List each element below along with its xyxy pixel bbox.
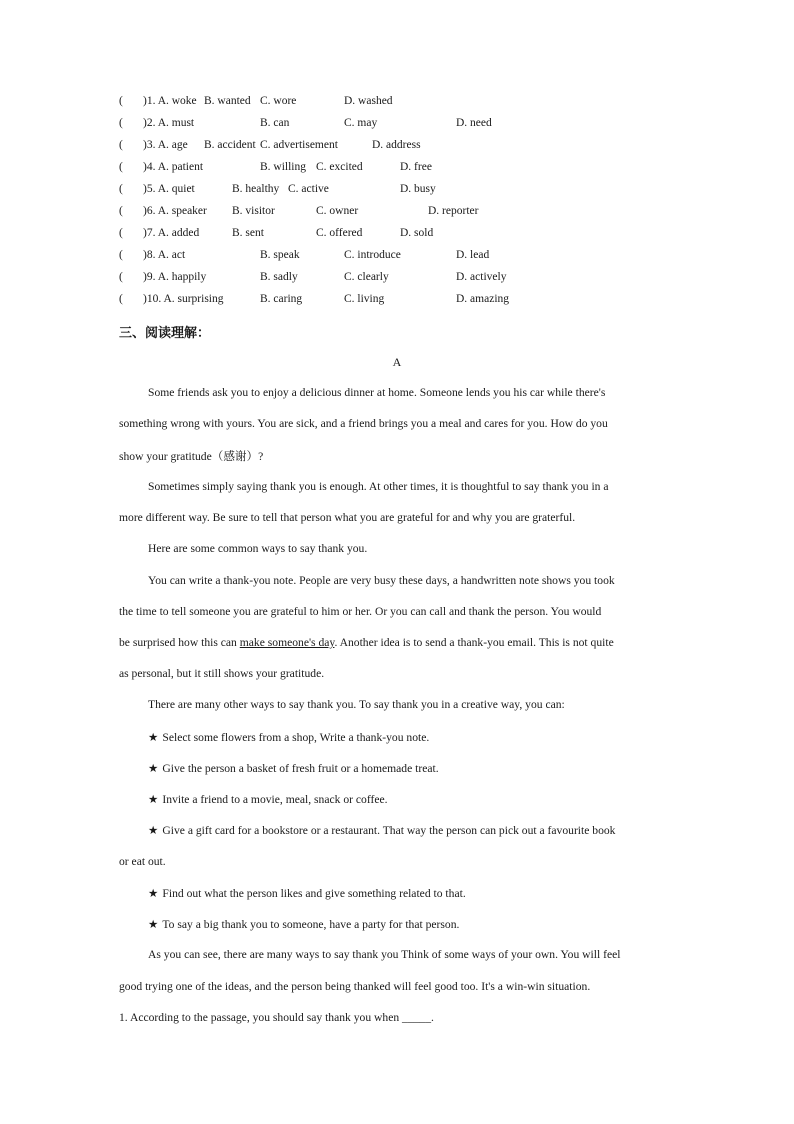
answer-paren: (: [119, 183, 123, 195]
option-d: D. busy: [400, 183, 436, 195]
option-c: C. wore: [260, 95, 297, 107]
question-number-option-a: )4. A. patient: [143, 161, 204, 173]
question-number-option-a: )7. A. added: [143, 227, 200, 239]
option-b: B. wanted: [204, 95, 251, 107]
para4-line3: [119, 636, 679, 649]
option-d: D. free: [400, 161, 432, 173]
option-b: B. can: [260, 117, 290, 129]
star-icon: ★: [148, 762, 159, 775]
choice-row: [119, 139, 679, 157]
para4-line1: You can write a thank-you note. People are very busy these days, a handwritten note shows you took: [148, 574, 615, 587]
option-b: B. sent: [232, 227, 264, 239]
bullet-2-text: Give the person a basket of fresh fruit or a homemade treat.: [162, 762, 439, 775]
bullet-5-text: Find out what the person likes and give something related to that.: [162, 887, 466, 900]
option-b: B. willing: [260, 161, 307, 173]
option-d: D. amazing: [456, 293, 510, 305]
choice-row: [119, 117, 679, 135]
bullet-4-line2: or eat out.: [119, 855, 166, 868]
choice-row: [119, 183, 679, 201]
option-b: B. healthy: [232, 183, 280, 195]
option-b: B. sadly: [260, 271, 298, 283]
star-icon: ★: [148, 887, 159, 900]
option-b: B. speak: [260, 249, 300, 261]
bullet-6-text: To say a big thank you to someone, have a party for that person.: [162, 918, 460, 931]
para3-line: Here are some common ways to say thank you.: [148, 542, 368, 555]
para4-line4: as personal, but it still shows your gratitude.: [119, 667, 325, 680]
bullet-6: [148, 917, 708, 931]
choice-row: [119, 227, 679, 245]
bullet-2: [148, 761, 708, 775]
question-number-option-a: )3. A. age: [143, 139, 188, 151]
option-c: C. owner: [316, 205, 359, 217]
option-d: D. need: [456, 117, 492, 129]
answer-paren: (: [119, 95, 123, 107]
question-1: 1. According to the passage, you should say thank you when _____.: [119, 1011, 434, 1024]
question-number-option-a: )5. A. quiet: [143, 183, 195, 195]
para1-line3: show your gratitude（感谢）?: [119, 450, 264, 463]
option-b: B. accident: [204, 139, 256, 151]
option-c: C. offered: [316, 227, 363, 239]
para6-line1: As you can see, there are many ways to say thank you Think of some ways of your own. You will feel: [148, 948, 621, 961]
question-number-option-a: )9. A. happily: [143, 271, 207, 283]
answer-paren: (: [119, 249, 123, 261]
passage-label: A: [392, 355, 402, 369]
option-d: D. address: [372, 139, 421, 151]
answer-paren: (: [119, 139, 123, 151]
choice-row: [119, 161, 679, 179]
option-c: C. clearly: [344, 271, 389, 283]
bullet-4: [148, 823, 708, 837]
para1-line2: something wrong with yours. You are sick, and a friend brings you a meal and cares for you. How do you: [119, 417, 608, 430]
para4-line2: the time to tell someone you are grateful to him or her. Or you can call and thank the person. You would: [119, 605, 602, 618]
question-number-option-a: )10. A. surprising: [143, 293, 224, 305]
choice-row: [119, 95, 679, 113]
underlined-phrase: make someone's day: [239, 636, 335, 649]
answer-paren: (: [119, 161, 123, 173]
answer-paren: (: [119, 271, 123, 283]
choice-row: [119, 249, 679, 267]
answer-paren: (: [119, 293, 123, 305]
question-number-option-a: )6. A. speaker: [143, 205, 207, 217]
star-icon: ★: [148, 793, 159, 806]
para2-line2: more different way. Be sure to tell that person what you are grateful for and why you are graterful.: [119, 511, 576, 524]
para1-line1: Some friends ask you to enjoy a delicious dinner at home. Someone lends you his car while there's: [148, 386, 606, 399]
para2-line1: Sometimes simply saying thank you is enough. At other times, it is thoughtful to say thank you in a: [148, 480, 609, 493]
answer-paren: (: [119, 117, 123, 129]
bullet-4-text: Give a gift card for a bookstore or a restaurant. That way the person can pick out a favourite book: [162, 824, 616, 837]
question-number-option-a: )2. A. must: [143, 117, 195, 129]
choice-row: [119, 271, 679, 289]
para4-line3-end: . Another idea is to send a thank-you email. This is not quite: [334, 636, 614, 649]
answer-paren: (: [119, 205, 123, 217]
bullet-5: [148, 886, 708, 900]
question-number-option-a: )8. A. act: [143, 249, 186, 261]
option-c: C. may: [344, 117, 378, 129]
option-c: C. active: [288, 183, 329, 195]
option-c: C. excited: [316, 161, 363, 173]
option-b: B. caring: [260, 293, 303, 305]
section-title: 三、阅读理解：: [119, 326, 211, 341]
option-d: D. lead: [456, 249, 490, 261]
bullet-3-text: Invite a friend to a movie, meal, snack or coffee.: [162, 793, 388, 806]
star-icon: ★: [148, 918, 159, 931]
para6-line2: good trying one of the ideas, and the person being thanked will feel good too. It's a win-win situation.: [119, 980, 591, 993]
option-d: D. actively: [456, 271, 507, 283]
question-number-option-a: )1. A. woke: [143, 95, 197, 107]
star-icon: ★: [148, 824, 159, 837]
bullet-3: [148, 792, 708, 806]
star-icon: ★: [148, 731, 159, 744]
bullet-1-text: Select some flowers from a shop, Write a thank-you note.: [162, 731, 430, 744]
answer-paren: (: [119, 227, 123, 239]
option-c: C. living: [344, 293, 385, 305]
choice-row: [119, 205, 679, 223]
bullet-1: [148, 730, 708, 744]
option-d: D. reporter: [428, 205, 479, 217]
option-b: B. visitor: [232, 205, 275, 217]
para5-line: There are many other ways to say thank you. To say thank you in a creative way, you can:: [148, 698, 565, 711]
option-d: D. washed: [344, 95, 393, 107]
option-c: C. introduce: [344, 249, 401, 261]
para4-line3-start: be surprised how this can: [119, 636, 240, 649]
option-d: D. sold: [400, 227, 434, 239]
option-c: C. advertisement: [260, 139, 338, 151]
choice-row: [119, 293, 679, 311]
